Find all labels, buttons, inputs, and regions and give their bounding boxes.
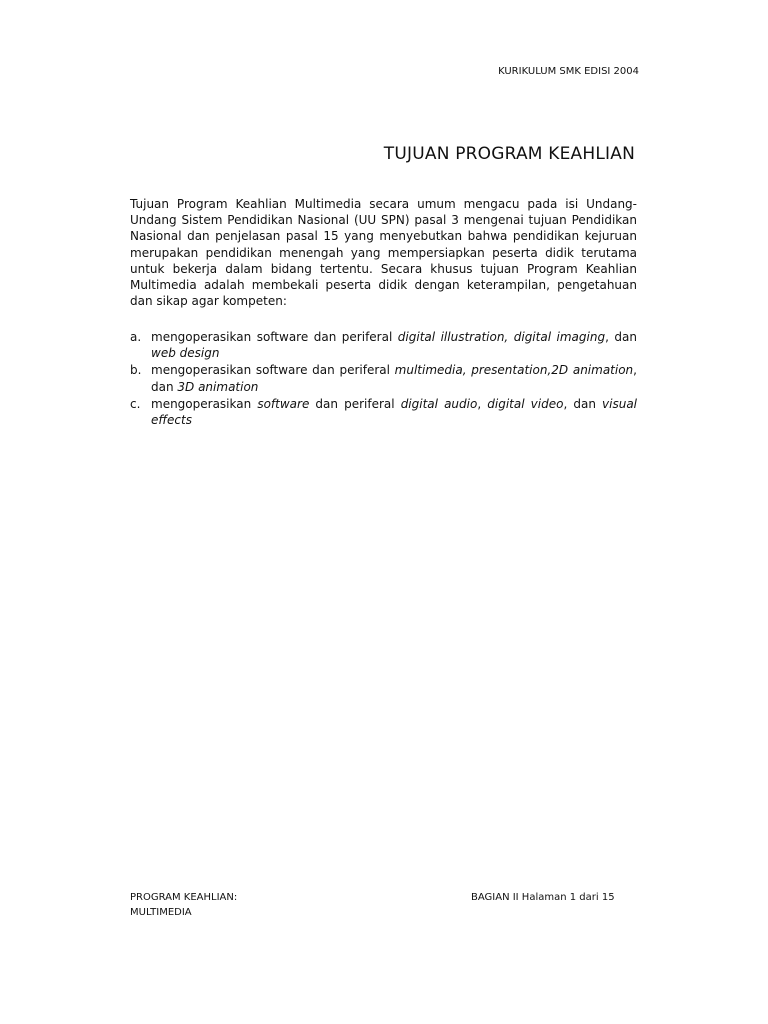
item-prefix: mengoperasikan software dan periferal xyxy=(151,363,395,378)
item-italic-text: multimedia, presentation,2D animation xyxy=(394,363,634,378)
item-connector: , dan xyxy=(151,363,637,394)
footer-page-number: BAGIAN II Halaman 1 dari 15 xyxy=(471,892,615,903)
list-marker: c. xyxy=(130,396,141,411)
item-italic-text: web design xyxy=(151,346,220,361)
item-italic-text: visual effects xyxy=(151,396,638,428)
list-item xyxy=(130,362,637,394)
running-header: KURIKULUM SMK EDISI 2004 xyxy=(498,66,639,77)
item-connector: , dan xyxy=(563,396,603,411)
item-italic-text: digital illustration, digital imaging xyxy=(397,330,606,344)
footer-program-name: MULTIMEDIA xyxy=(130,907,192,918)
item-italic-text: digital audio xyxy=(400,396,478,411)
item-italic-text: digital video xyxy=(487,396,564,411)
objectives-list xyxy=(130,329,637,429)
item-connector: , dan xyxy=(605,330,637,344)
list-marker: a. xyxy=(130,330,142,344)
list-marker: b. xyxy=(130,363,142,378)
intro-paragraph: Tujuan Program Keahlian Multimedia secara umum mengacu pada isi Undang-Undang Sistem Pendidikan Nasional (UU SPN) pasal 3 mengenai tujuan Pendidikan Nasional dan penjelasan pasal 15 yang menyebutkan bahwa pendidikan kejuruan merupakan pendidikan menengah yang mempersiapkan peserta didik terutama untuk bekerja dalam bidang tertentu. Secara khusus tujuan Program Keahlian Multimedia adalah membekali peserta didik dengan keterampilan, pengetahuan dan sikap agar kompeten: xyxy=(130,197,637,309)
list-item xyxy=(130,329,637,361)
item-connector: dan periferal xyxy=(309,396,401,411)
list-item-text xyxy=(151,396,637,428)
list-item-text xyxy=(151,362,637,394)
item-prefix: mengoperasikan software dan periferal xyxy=(151,330,398,344)
footer-program-label: PROGRAM KEAHLIAN: xyxy=(130,892,238,903)
list-item xyxy=(130,396,637,428)
item-connector: , xyxy=(477,396,488,411)
page-title: TUJUAN PROGRAM KEAHLIAN xyxy=(383,144,635,164)
footer-program xyxy=(130,890,237,920)
item-prefix: mengoperasikan xyxy=(151,396,258,411)
item-italic-text: 3D animation xyxy=(177,379,259,394)
item-italic-text: software xyxy=(257,396,310,411)
list-item-text xyxy=(151,329,637,361)
